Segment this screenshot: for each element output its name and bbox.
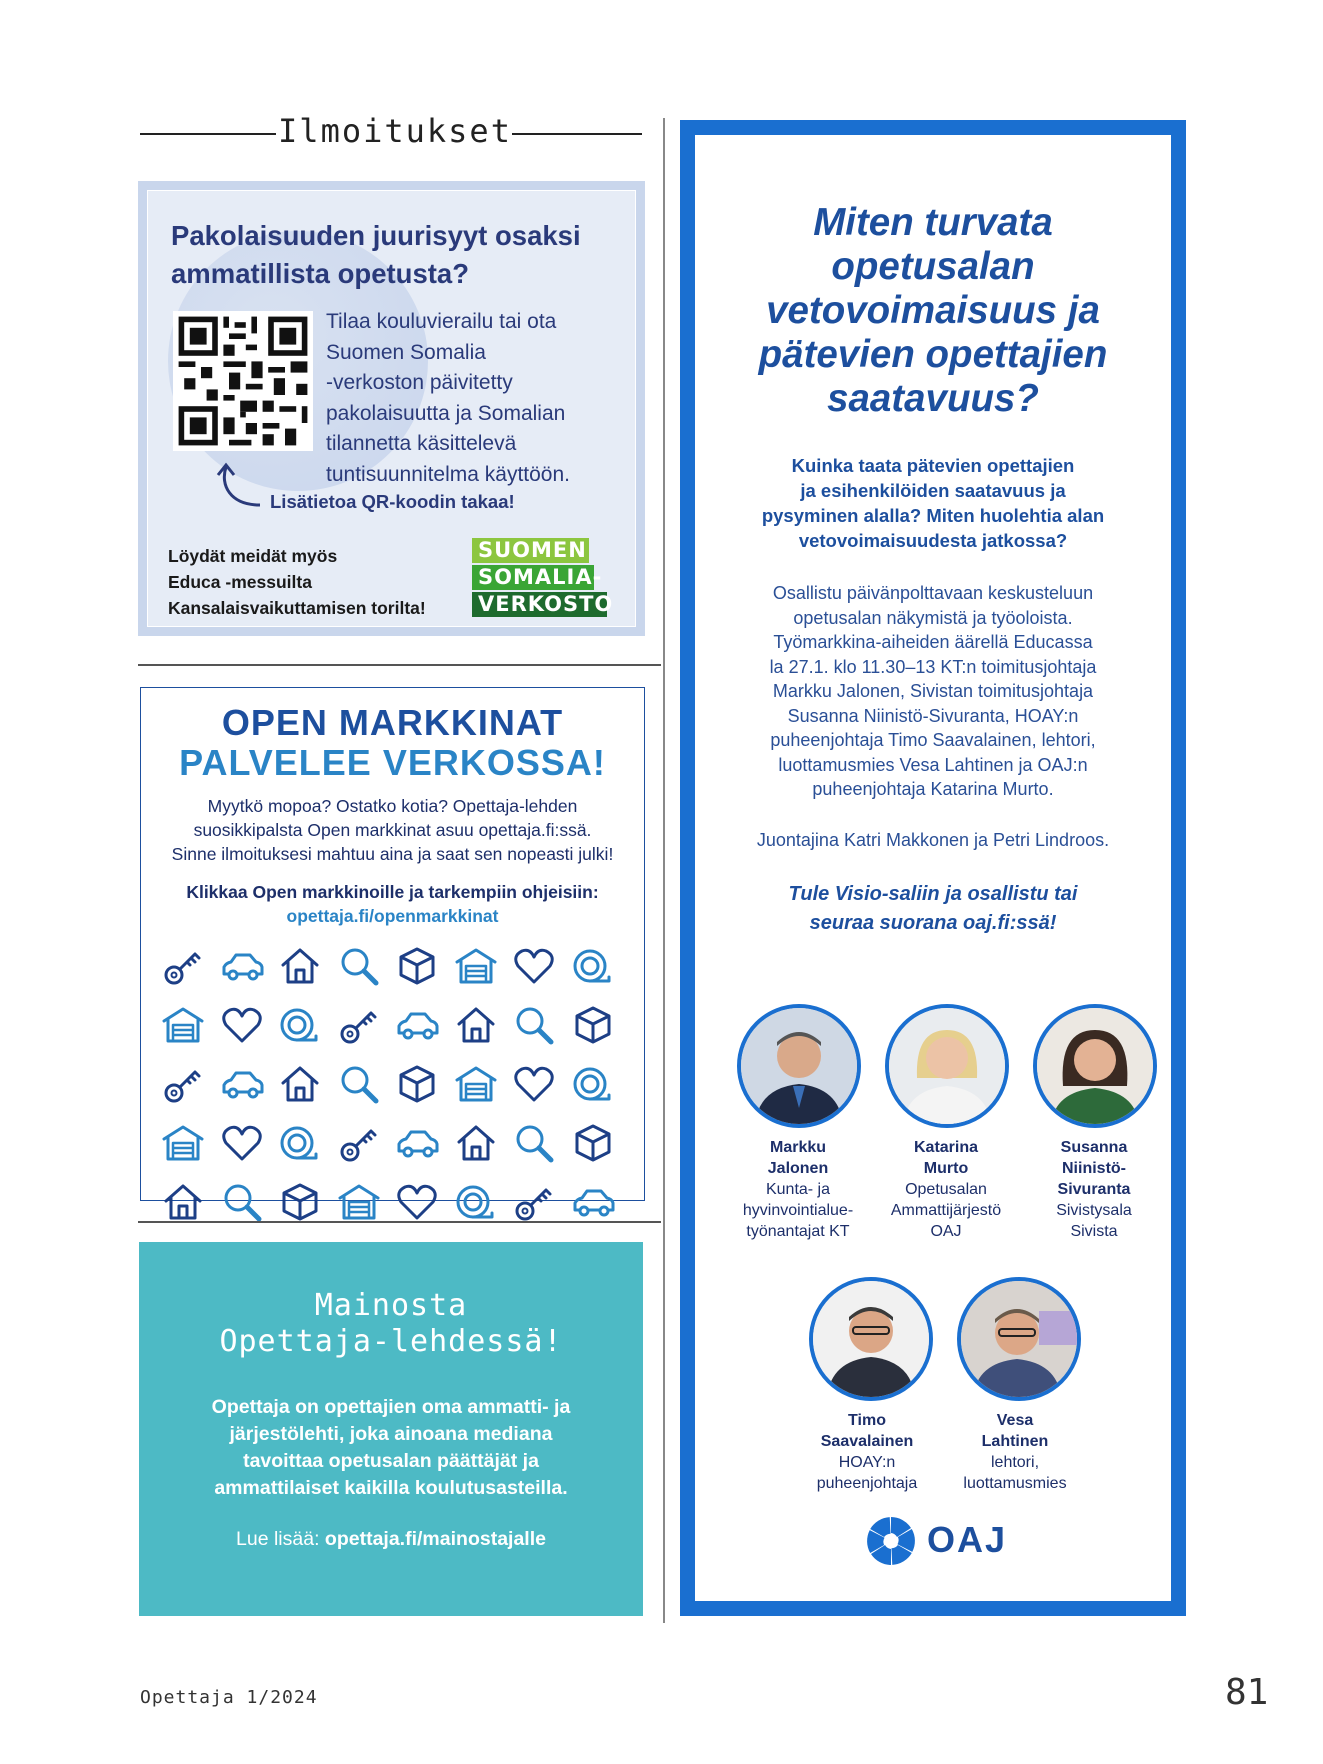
oaj-ad-cta: Tule Visio-saliin ja osallistu tai seuraa suorana oaj.fi:ssä! — [788, 883, 1078, 934]
oaj-ad-body: Osallistu päivänpolttavaan keskusteluun opetusalan näkymistä ja työoloista. Työmarkkina-aiheiden äärellä Educassa la 27.1. klo 11.30–13 KT:n toimitusjohtaja Markku Jalonen, Sivistan toimitusjohtaja Susanna Niinistö-Sivuranta, HOAY:n puheenjohtaja Timo Saavalainen, lehtori, luottamusmies Vesa Lahtinen ja OAJ:n puheenjohtaja Katarina Murto. — [769, 583, 1097, 799]
house-icon — [278, 1062, 322, 1106]
open-markkinat-body: Myytkö mopoa? Ostatko kotia? Opettaja-lehden suosikkipalsta Open markkinat asuu opettaja.fi:ssä. Sinne ilmoituksesi mahtuu aina ja saat sen nopeasti julki! — [171, 796, 614, 864]
oaj-swirl-icon — [863, 1515, 919, 1567]
house-icon — [454, 1003, 498, 1047]
key-icon — [161, 1062, 205, 1106]
open-markkinat-subtitle: PALVELEE VERKOSSA! — [179, 742, 606, 783]
open-markkinat-link[interactable]: opettaja.fi/openmarkkinat — [286, 906, 499, 926]
tape-icon — [454, 1180, 498, 1224]
tape-icon — [278, 1003, 322, 1047]
heart-icon — [395, 1180, 439, 1224]
car-icon — [220, 1062, 264, 1106]
garage-icon — [454, 944, 498, 988]
somalia-ad-body: Tilaa kouluvierailu tai ota Suomen Somalia -verkoston päivitetty pakolaisuutta ja Somalian tilannetta käsittelevä tuntisuunnitelma käyttöön. — [326, 310, 570, 486]
advertise-ad — [139, 1242, 643, 1616]
garage-icon — [454, 1062, 498, 1106]
avatar — [737, 1004, 861, 1128]
publication-name: Opettaja 1/2024 — [140, 1687, 318, 1708]
car-icon — [571, 1180, 615, 1224]
box-icon — [571, 1121, 615, 1165]
tape-icon — [278, 1121, 322, 1165]
qr-hint: Lisätietoa QR-koodin takaa! — [270, 491, 515, 512]
header-rule-right — [512, 133, 642, 135]
house-icon — [278, 944, 322, 988]
logo-line-1: SUOMEN — [472, 538, 589, 563]
avatar — [809, 1277, 933, 1401]
find-us-text: Löydät meidät myös Educa -messuilta Kansalaisvaikuttamisen torilta! — [168, 546, 426, 618]
page-number: 81 — [1225, 1672, 1269, 1713]
magnifier-icon — [512, 1121, 556, 1165]
tape-icon — [571, 1062, 615, 1106]
advertise-link[interactable]: opettaja.fi/mainostajalle — [324, 1528, 546, 1550]
logo-line-3: VERKOSTO — [472, 592, 607, 617]
open-markkinat-title: OPEN MARKKINAT — [221, 702, 564, 743]
garage-icon — [161, 1003, 205, 1047]
heart-icon — [512, 1062, 556, 1106]
somalia-network-ad — [138, 181, 645, 636]
oaj-logo — [863, 1515, 1023, 1567]
panelist-caption: Markku Jalonen Kunta- ja hyvinvointialue- työnantajat KT — [742, 1139, 854, 1240]
key-icon — [161, 944, 205, 988]
magnifier-icon — [512, 1003, 556, 1047]
box-icon — [395, 1062, 439, 1106]
heart-icon — [220, 1003, 264, 1047]
section-title: Ilmoitukset — [278, 112, 512, 150]
car-icon — [220, 944, 264, 988]
advertise-read-more: Lue lisää: opettaja.fi/mainostajalle — [236, 1528, 546, 1550]
oaj-event-ad — [680, 120, 1186, 1616]
key-icon — [512, 1180, 556, 1224]
separator — [138, 664, 661, 666]
oaj-ad-questions: Kuinka taata pätevien opettajien ja esihenkilöiden saatavuus ja pysyminen alalla? Miten huolehtia alan vetovoimaisuudesta jatkossa? — [761, 455, 1105, 551]
key-icon — [337, 1121, 381, 1165]
open-markkinat-ad — [140, 687, 645, 1201]
box-icon — [278, 1180, 322, 1224]
garage-icon — [161, 1121, 205, 1165]
oaj-ad-title: Miten turvata opetusalan vetovoimaisuus ja pätevien opettajien saatavuus? — [758, 201, 1108, 420]
panelist-caption: Vesa Lahtinen lehtori, luottamusmies — [963, 1412, 1067, 1492]
box-icon — [571, 1003, 615, 1047]
house-icon — [454, 1121, 498, 1165]
panelist-caption: Katarina Murto Opetusalan Ammattijärjestö OAJ — [890, 1139, 1002, 1240]
avatar — [1033, 1004, 1157, 1128]
column-divider — [663, 118, 665, 1623]
panelist-caption: Timo Saavalainen HOAY:n puheenjohtaja — [816, 1412, 918, 1492]
key-icon — [337, 1003, 381, 1047]
magnifier-icon — [337, 1062, 381, 1106]
avatar — [885, 1004, 1009, 1128]
box-icon — [395, 944, 439, 988]
somalia-ad-title: Pakolaisuuden juurisyyt osaksi ammatillista opetusta? — [171, 220, 581, 289]
car-icon — [395, 1121, 439, 1165]
open-markkinat-cta: Klikkaa Open markkinoille ja tarkempiin ohjeisiin: opettaja.fi/openmarkkinat — [151, 880, 634, 928]
logo-line-2: SOMALIA- — [472, 565, 594, 590]
magnifier-icon — [337, 944, 381, 988]
curved-arrow-icon — [214, 461, 270, 517]
magnifier-icon — [220, 1180, 264, 1224]
garage-icon — [337, 1180, 381, 1224]
car-icon — [395, 1003, 439, 1047]
oaj-logo-text: OAJ — [927, 1519, 1008, 1560]
advertise-title: Mainosta Opettaja-lehdessä! — [219, 1288, 563, 1359]
separator — [138, 1221, 661, 1223]
advertise-body: Opettaja on opettajien oma ammatti- ja järjestölehti, joka ainoana mediana tavoittaa opetusalan päättäjät ja ammattilaiset kaikilla koulutusasteilla. — [211, 1396, 571, 1499]
heart-icon — [512, 944, 556, 988]
oaj-ad-hosts: Juontajina Katri Makkonen ja Petri Lindroos. — [756, 830, 1110, 850]
qr-code-icon[interactable] — [173, 311, 313, 451]
avatar — [957, 1277, 1081, 1401]
suomen-somalia-verkosto-logo — [472, 538, 614, 619]
heart-icon — [220, 1121, 264, 1165]
panelist-caption: Susanna Niinistö- Sivuranta Sivistysala Sivista — [1056, 1139, 1132, 1240]
tape-icon — [571, 944, 615, 988]
house-icon — [161, 1180, 205, 1224]
